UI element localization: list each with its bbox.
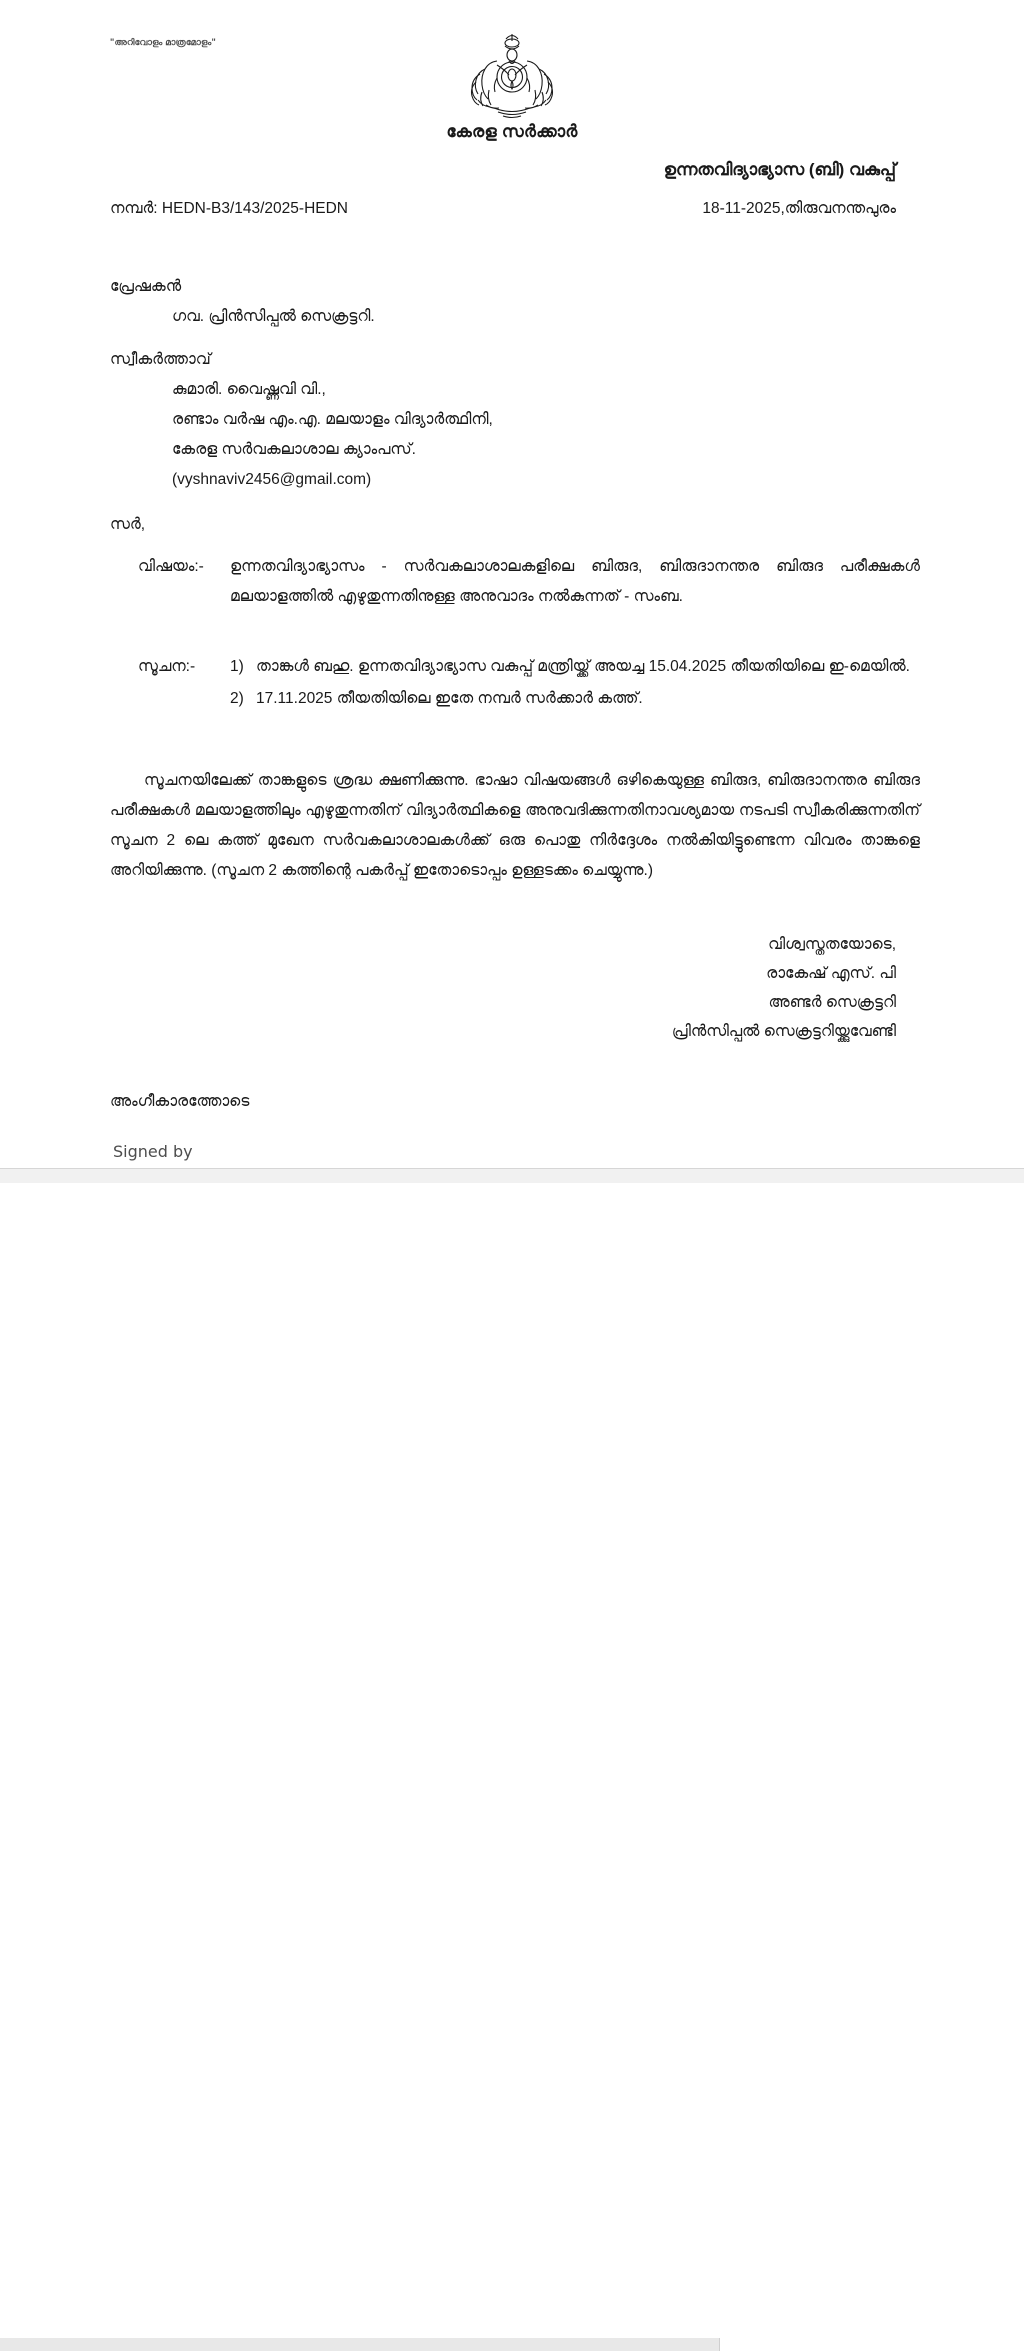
body-paragraph: സൂചനയിലേക്ക് താങ്കളുടെ ശ്രദ്ധ ക്ഷണിക്കുന്നു. ഭാഷാ വിഷയങ്ങൾ ഒഴികെയുള്ള ബിരുദ, ബിരുദാനന്തര ബിരുദ പരീക്ഷകൾ മലയാളത്തിലും എഴുതുന്നതിന് വിദ്യാർത്ഥികളെ അനുവദിക്കുന്നതിനാവശ്യമായ നടപടി സ്വീകരിക്കുന്നതിന് സൂചന 2 ലെ കത്ത് മുഖേന സർവകലാശാലകൾക്ക് ഒരു പൊതു നിർദ്ദേശം നൽകിയിട്ടുണ്ടെന്ന വിവരം താങ്കളെ അറിയിക്കുന്നു. (സൂചന 2 കത്തിന്റെ പകർപ്പ് ഇതോടൊപ്പം ഉള്ളടക്കം ചെയ്യുന്നു.) — [110, 772, 920, 879]
government-name: കേരള സർക്കാർ — [446, 122, 578, 141]
recipient-email: (vyshnaviv2456@gmail.com) — [172, 471, 372, 488]
subject-text: ഉന്നതവിദ്യാഭ്യാസം - സർവകലാശാലകളിലെ ബിരുദ, ബിരുദാനന്തര ബിരുദ പരീക്ഷകൾ മലയാളത്തിൽ എഴുതുന്നതിനുള്ള അനുവാദം നൽകുന്നത് - സംബ. — [230, 558, 920, 605]
list-item — [230, 684, 920, 714]
kerala-government-emblem-icon — [456, 30, 568, 122]
list-item — [230, 652, 920, 682]
sender-label: പ്രേഷകൻ — [110, 278, 182, 295]
reference-item-text: താങ്കൾ ബഹു. ഉന്നതവിദ്യാഭ്യാസ വകുപ്പ് മന്ത്രിയ്ക്ക് അയച്ച 15.04.2025 തീയതിയിലെ ഇ-മെയിൽ. — [256, 658, 910, 675]
signature-closing: വിശ്വസ്തതയോടെ, — [768, 936, 896, 953]
date-and-place: 18-11-2025,തിരുവനന്തപുരം — [702, 200, 896, 217]
signatory-name: രാകേഷ് എസ്. പി — [766, 965, 896, 982]
reference-item-text: 17.11.2025 തീയതിയിലെ ഇതേ നമ്പർ സർക്കാർ കത്ത്. — [256, 690, 643, 707]
subject-row — [110, 552, 920, 612]
reference-item-marker: 2) — [230, 690, 244, 707]
reference-number: നമ്പർ: HEDN-B3/143/2025-HEDN — [110, 200, 348, 217]
horizontal-scrollbar-track[interactable] — [0, 1168, 1024, 1183]
reference-list — [230, 652, 920, 714]
reference-row — [110, 652, 920, 716]
reference-items — [230, 652, 920, 716]
document-page — [0, 0, 1024, 1168]
department-name: ഉന്നതവിദ്യാഭ്യാസ (ബി) വകുപ്പ് — [663, 160, 896, 179]
reference-item-marker: 1) — [230, 658, 244, 675]
document-motto: "അറിവോളം മാത്രമോളം" — [110, 37, 216, 47]
signed-by-label: Signed by — [113, 1142, 193, 1161]
recipient-block — [110, 345, 493, 495]
sender-name: ഗവ. പ്രിൻസിപ്പൽ സെക്രട്ടറി. — [172, 308, 375, 325]
sender-block — [110, 272, 375, 332]
approval-note: അംഗീകാരത്തോടെ — [110, 1093, 250, 1110]
recipient-course: രണ്ടാം വർഷ എം.എ. മലയാളം വിദ്യാർത്ഥിനി, — [172, 411, 493, 428]
salutation: സർ, — [110, 516, 146, 533]
reference-date-row — [110, 200, 914, 218]
emblem-container — [0, 30, 1024, 127]
signatory-on-behalf-of: പ്രിൻസിപ്പൽ സെക്രട്ടറിയ്ക്കുവേണ്ടി — [671, 1023, 896, 1040]
recipient-label: സ്വീകർത്താവ് — [110, 351, 211, 368]
signature-block — [672, 930, 896, 1046]
recipient-name: കുമാരി. വൈഷ്ണവി വി., — [172, 381, 326, 398]
signatory-designation: അണ്ടർ സെക്രട്ടറി — [768, 994, 896, 1011]
subject-label: വിഷയം:- — [138, 558, 204, 575]
reference-label: സൂചന:- — [138, 658, 196, 675]
recipient-institution: കേരള സർവകലാശാല ക്യാംപസ്. — [172, 441, 416, 458]
horizontal-scrollbar-thumb[interactable] — [0, 2338, 720, 2351]
